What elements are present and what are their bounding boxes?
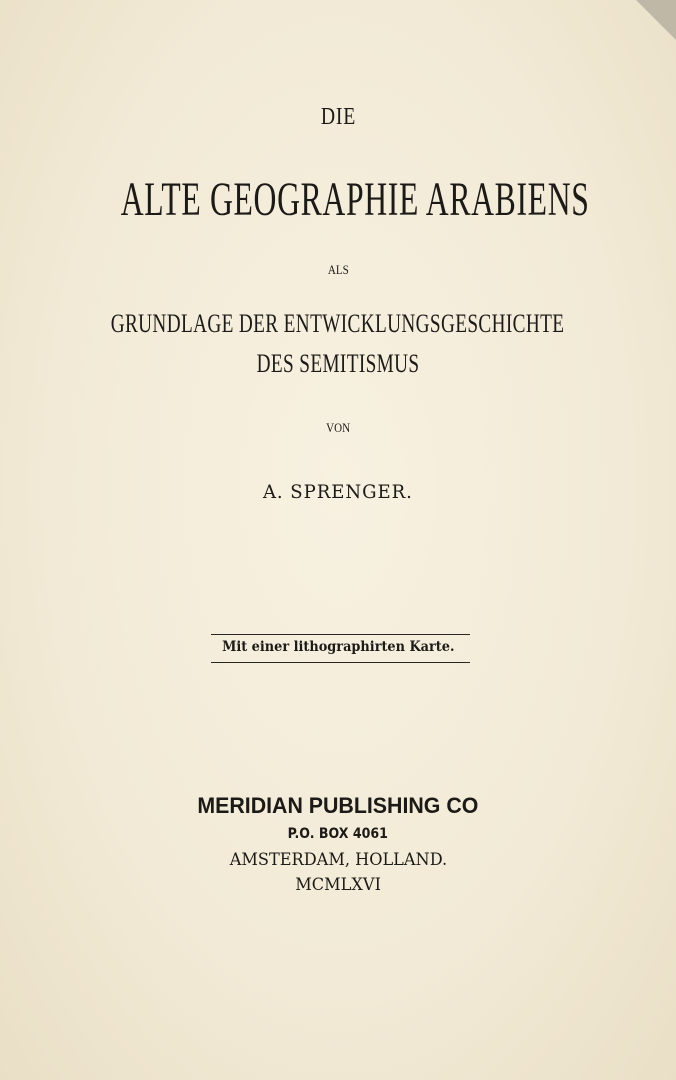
by-label-text: VON (326, 420, 350, 435)
title-article-text: DIE (320, 104, 356, 130)
title-conjunction-text: ALS (327, 262, 349, 277)
title-conjunction (0, 262, 676, 278)
subtitle-line-2 (0, 349, 676, 379)
subtitle-line-2-text: DES SEMITISMUS (256, 349, 420, 378)
map-note-text: Mit einer lithographirten Karte. (221, 639, 455, 655)
divider-bottom (211, 662, 470, 663)
subtitle-line-1 (0, 309, 676, 339)
publisher-po-box-text: P.O. BOX 4061 (287, 826, 389, 842)
book-title-text: ALTE GEOGRAPHIE ARABIENS (120, 173, 590, 226)
title-article (0, 104, 676, 131)
publisher-city (0, 850, 676, 870)
author-name-text: A. SPRENGER. (263, 481, 413, 503)
publisher-name-text: MERIDIAN PUBLISHING CO (197, 793, 479, 818)
publisher-name (0, 793, 676, 819)
by-label (0, 420, 676, 436)
map-note (0, 639, 676, 656)
publisher-po-box (0, 826, 676, 843)
folded-corner (636, 0, 676, 40)
publisher-city-text: AMSTERDAM, HOLLAND. (229, 850, 447, 870)
divider-top (211, 634, 470, 635)
publication-year (0, 875, 676, 895)
book-title (0, 172, 676, 227)
subtitle-line-1-text: GRUNDLAGE DER ENTWICKLUNGSGESCHICHTE (111, 309, 565, 338)
publication-year-text: MCMLXVI (295, 875, 381, 895)
author-name (0, 481, 676, 504)
